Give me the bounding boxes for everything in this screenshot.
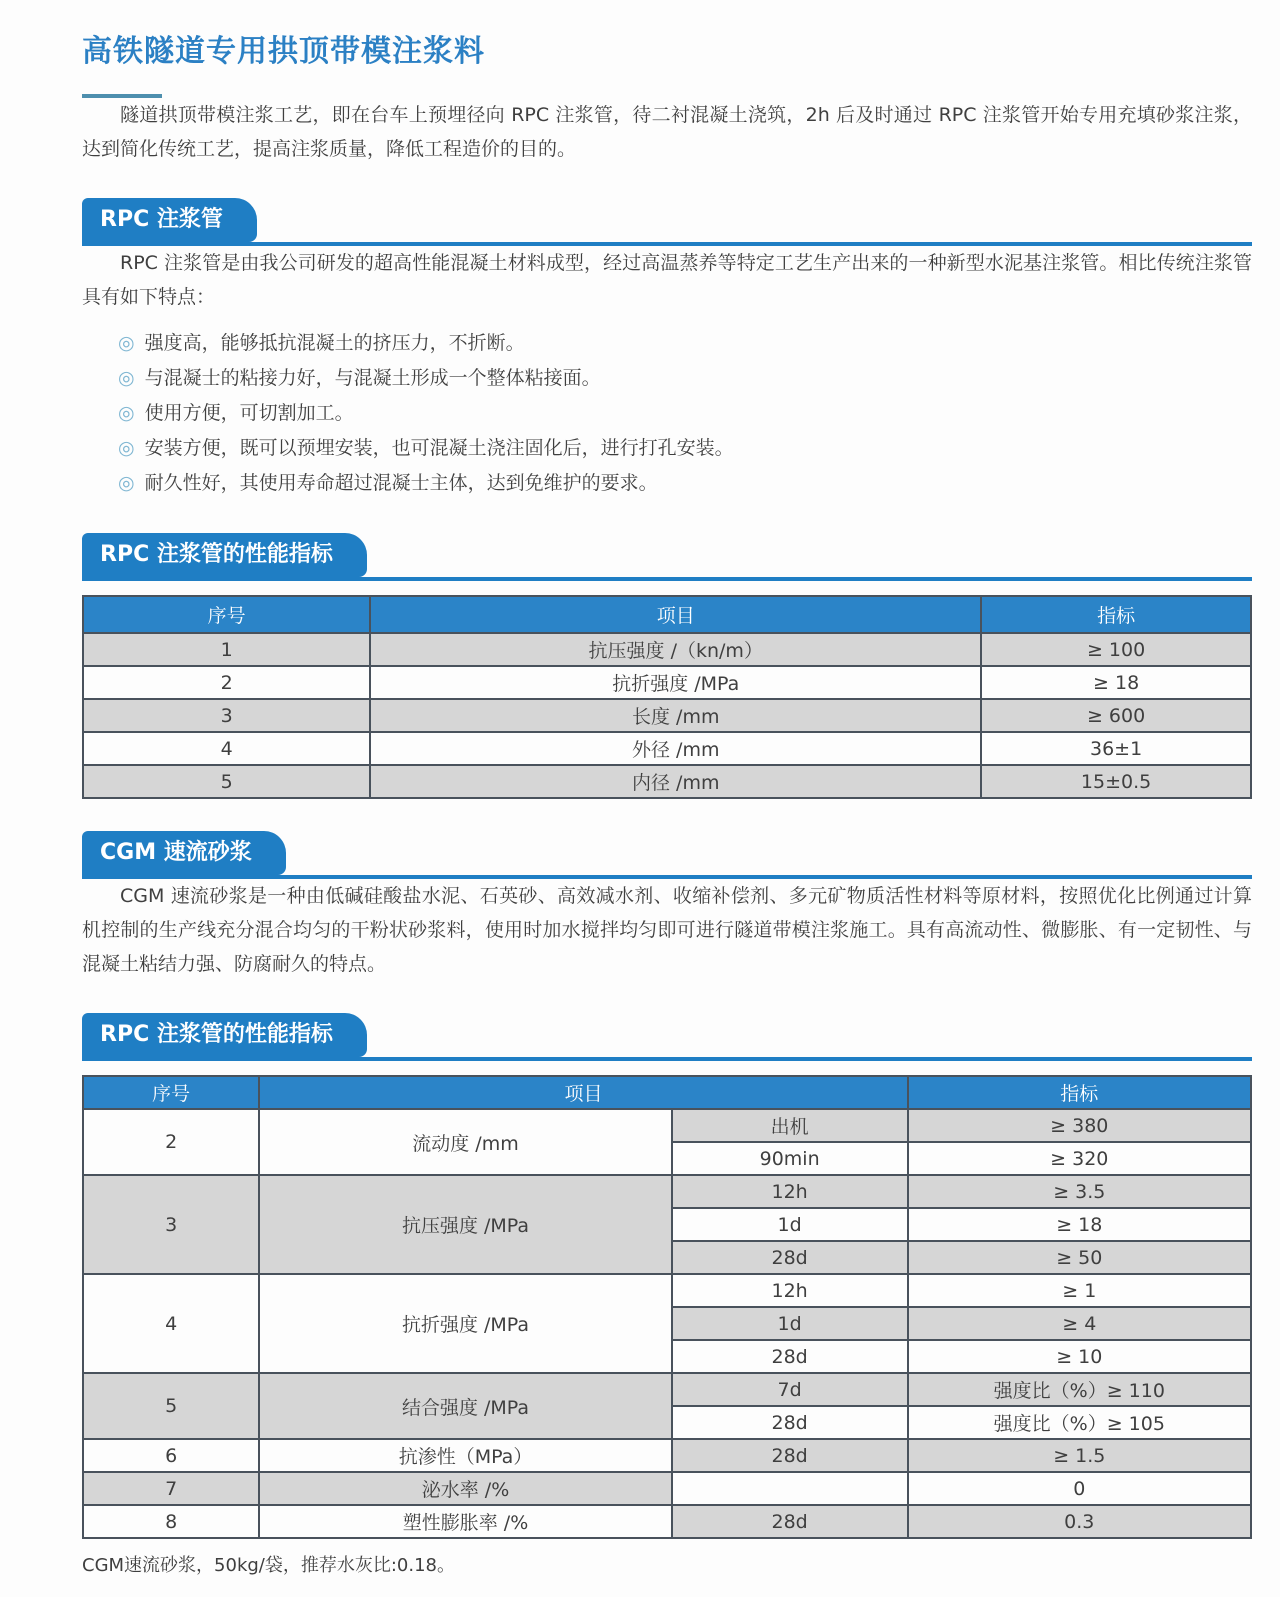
column-header-spec: 指标 — [908, 1076, 1251, 1109]
table-row — [83, 1373, 1251, 1406]
column-header-no: 序号 — [83, 596, 370, 633]
cell-age: 28d — [672, 1241, 908, 1274]
section-heading-mortar-specs — [82, 1013, 1252, 1061]
cell-item: 流动度 /mm — [259, 1109, 671, 1175]
table-row — [83, 699, 1251, 732]
rpc-pipe-paragraph: RPC 注浆管是由我公司研发的超高性能混凝土材料成型，经过高温蒸养等特定工艺生产出来的一种新型水泥基注浆管。相比传统注浆管具有如下特点： — [82, 252, 1253, 308]
feature-text: 使用方便，可切割加工。 — [144, 402, 354, 424]
table-row — [83, 732, 1251, 765]
table-row — [83, 633, 1251, 666]
intro-paragraph: 隧道拱顶带模注浆工艺，即在台车上预埋径向 RPC 注浆管，待二衬混凝土浇筑，2h 后及时通过 RPC 注浆管开始专用充填砂浆注浆，达到简化传统工艺，提高注浆质量，降低工程造价的目的。 — [82, 104, 1252, 160]
cgm-paragraph: CGM 速流砂浆是一种由低碱硅酸盐水泥、石英砂、高效减水剂、收缩补偿剂、多元矿物质活性材料等原材料，按照优化比例通过计算机控制的生产线充分混合均匀的干粉状砂浆料，使用时加水搅拌均匀即可进行隧道带模注浆施工。具有高流动性、微膨胀、有一定韧性、与混凝土粘结力强、防腐耐久的特点。 — [82, 885, 1252, 975]
table-header-row — [83, 596, 1251, 633]
feature-text: 耐久性好，其使用寿命超过混凝士主体，达到免维护的要求。 — [144, 472, 658, 494]
cell-item: 抗渗性（MPa） — [259, 1439, 671, 1472]
cell-no: 6 — [83, 1439, 259, 1472]
cell-age: 28d — [672, 1340, 908, 1373]
cell-spec: ≥ 10 — [908, 1340, 1251, 1373]
cell-age: 28d — [672, 1406, 908, 1439]
column-header-spec: 指标 — [981, 596, 1251, 633]
cell-no: 3 — [83, 699, 370, 732]
cell-no: 4 — [83, 1274, 259, 1373]
cell-spec: ≥ 380 — [908, 1109, 1251, 1142]
cell-age: 28d — [672, 1439, 908, 1472]
cell-age: 90min — [672, 1142, 908, 1175]
list-item — [118, 466, 1252, 501]
cgm-mortar-performance-table — [82, 1075, 1252, 1539]
column-header-no: 序号 — [83, 1076, 259, 1109]
cell-spec: ≥ 100 — [981, 633, 1251, 666]
cell-no: 2 — [83, 1109, 259, 1175]
cell-item: 泌水率 /% — [259, 1472, 671, 1505]
cell-spec: 强度比（%）≥ 110 — [908, 1373, 1251, 1406]
page-title: 高铁隧道专用拱顶带模注浆料 — [82, 34, 485, 69]
section-badge-rpc-pipe-specs: RPC 注浆管的性能指标 — [82, 533, 367, 577]
cell-spec: ≥ 1 — [908, 1274, 1251, 1307]
double-circle-bullet-icon: ◎ — [118, 402, 135, 424]
list-item — [118, 431, 1252, 466]
table-row — [83, 765, 1251, 798]
cell-spec: ≥ 4 — [908, 1307, 1251, 1340]
cell-spec: 0.3 — [908, 1505, 1251, 1538]
cell-age: 出机 — [672, 1109, 908, 1142]
cell-spec: ≥ 1.5 — [908, 1439, 1251, 1472]
table-row — [83, 1274, 1251, 1307]
cell-spec: 强度比（%）≥ 105 — [908, 1406, 1251, 1439]
cell-no: 5 — [83, 1373, 259, 1439]
cell-spec: 15±0.5 — [981, 765, 1251, 798]
cell-no: 3 — [83, 1175, 259, 1274]
cell-age: 28d — [672, 1505, 908, 1538]
feature-text: 强度高，能够抵抗混凝土的挤压力，不折断。 — [144, 332, 525, 354]
cell-age — [672, 1472, 908, 1505]
cell-age: 1d — [672, 1307, 908, 1340]
cell-no: 4 — [83, 732, 370, 765]
list-item — [118, 361, 1252, 396]
column-header-item: 项目 — [259, 1076, 907, 1109]
cell-item: 内径 /mm — [370, 765, 981, 798]
table-row — [83, 1439, 1251, 1472]
table-row — [83, 1505, 1251, 1538]
double-circle-bullet-icon: ◎ — [118, 332, 135, 354]
table-row — [83, 666, 1251, 699]
rpc-pipe-feature-list — [82, 326, 1252, 501]
section-heading-rpc-pipe-specs — [82, 533, 1252, 581]
cell-age: 7d — [672, 1373, 908, 1406]
feature-text: 安装方便，既可以预埋安装，也可混凝土浇注固化后，进行打孔安装。 — [144, 437, 734, 459]
double-circle-bullet-icon: ◎ — [118, 437, 135, 459]
cell-item: 抗折强度 /MPa — [259, 1274, 671, 1373]
rpc-pipe-performance-table — [82, 595, 1252, 799]
cell-age: 12h — [672, 1274, 908, 1307]
cell-spec: ≥ 18 — [908, 1208, 1251, 1241]
section-badge-rpc-pipe: RPC 注浆管 — [82, 198, 257, 242]
cell-no: 2 — [83, 666, 370, 699]
cell-item: 结合强度 /MPa — [259, 1373, 671, 1439]
cell-no: 8 — [83, 1505, 259, 1538]
cell-item: 塑性膨胀率 /% — [259, 1505, 671, 1538]
section-badge-mortar-specs: RPC 注浆管的性能指标 — [82, 1013, 367, 1057]
cell-no: 5 — [83, 765, 370, 798]
cell-spec: ≥ 3.5 — [908, 1175, 1251, 1208]
list-item — [118, 326, 1252, 361]
column-header-item: 项目 — [370, 596, 981, 633]
cell-spec: ≥ 320 — [908, 1142, 1251, 1175]
section-badge-cgm: CGM 速流砂浆 — [82, 831, 286, 875]
list-item — [118, 396, 1252, 431]
cell-age: 1d — [672, 1208, 908, 1241]
cell-no: 1 — [83, 633, 370, 666]
double-circle-bullet-icon: ◎ — [118, 472, 135, 494]
cell-item: 抗压强度 /（kn/m） — [370, 633, 981, 666]
cell-spec: ≥ 50 — [908, 1241, 1251, 1274]
cell-spec: 36±1 — [981, 732, 1251, 765]
cell-spec: 0 — [908, 1472, 1251, 1505]
table-row — [83, 1109, 1251, 1142]
cell-no: 7 — [83, 1472, 259, 1505]
section-heading-cgm — [82, 831, 1252, 879]
cell-spec: ≥ 18 — [981, 666, 1251, 699]
section-heading-rpc-pipe — [82, 198, 1252, 246]
cell-age: 12h — [672, 1175, 908, 1208]
double-circle-bullet-icon: ◎ — [118, 367, 135, 389]
cell-item: 抗压强度 /MPa — [259, 1175, 671, 1274]
feature-text: 与混凝士的粘接力好，与混凝土形成一个整体粘接面。 — [144, 367, 601, 389]
table-row — [83, 1175, 1251, 1208]
table-row — [83, 1472, 1251, 1505]
table-header-row — [83, 1076, 1251, 1109]
cell-item: 外径 /mm — [370, 732, 981, 765]
cell-item: 抗折强度 /MPa — [370, 666, 981, 699]
package-footnote: CGM速流砂浆，50kg/袋，推荐水灰比:0.18。 — [82, 1555, 456, 1576]
cell-item: 长度 /mm — [370, 699, 981, 732]
cell-spec: ≥ 600 — [981, 699, 1251, 732]
